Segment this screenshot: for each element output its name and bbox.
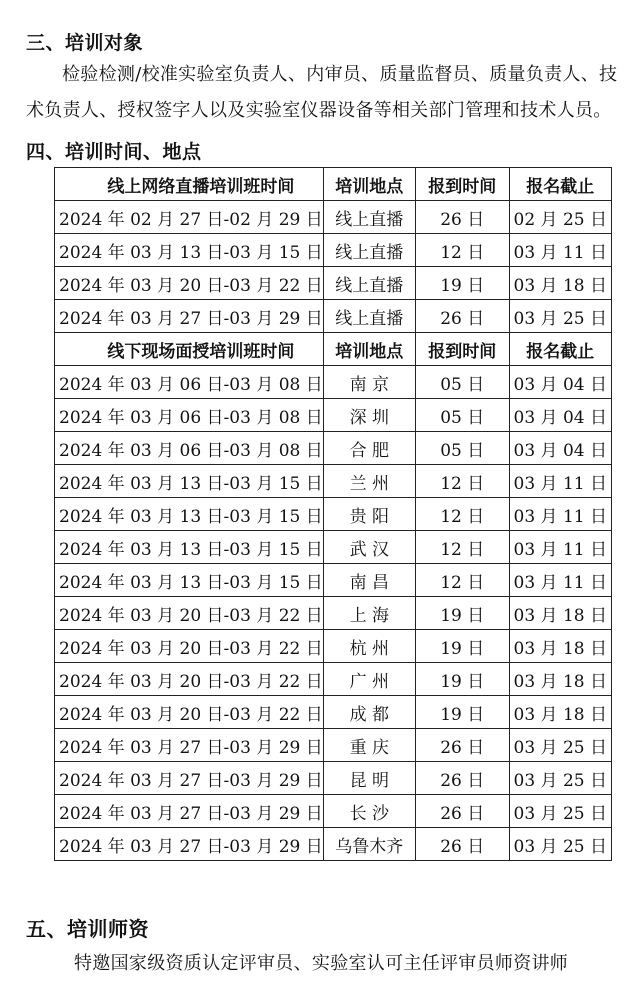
table-cell-3: 26 日	[415, 795, 509, 828]
table-cell-4: 03 月 25 日	[509, 762, 611, 795]
table-cell-3: 19 日	[415, 696, 509, 729]
table-cell-2: 昆 明	[323, 762, 415, 795]
section-3-text-line-1: 检验检测/校准实验室负责人、内审员、质量监督员、质量负责人、技	[62, 64, 618, 85]
table-cell-3: 26 日	[415, 762, 509, 795]
table-cell-3: 12 日	[415, 465, 509, 498]
table-row	[55, 795, 612, 828]
table-cell-4: 03 月 18 日	[509, 630, 611, 663]
table-cell-2: 南 昌	[323, 564, 415, 597]
table-cell-2: 上 海	[323, 597, 415, 630]
table-cell-1: 2024 年 03 月 27 日-03 月 29 日	[55, 795, 324, 828]
table-cell-4: 03 月 04 日	[509, 366, 611, 399]
table-cell-2: 杭 州	[323, 630, 415, 663]
table-cell-2: 贵 阳	[323, 498, 415, 531]
table-cell-4: 03 月 25 日	[509, 828, 611, 861]
table-row	[55, 762, 612, 795]
table-cell-3: 12 日	[415, 498, 509, 531]
section-3-heading: 三、培训对象	[26, 32, 144, 54]
table-cell-1: 2024 年 03 月 13 日-03 月 15 日	[55, 498, 324, 531]
header-cell-1: 线下现场面授培训班时间	[55, 333, 324, 366]
training-schedule-table	[54, 167, 612, 861]
table-cell-4: 03 月 18 日	[509, 267, 611, 300]
table-cell-3: 26 日	[415, 729, 509, 762]
table-cell-2: 成 都	[323, 696, 415, 729]
table-row	[55, 564, 612, 597]
table-cell-3: 05 日	[415, 366, 509, 399]
table-cell-1: 2024 年 03 月 06 日-03 月 08 日	[55, 366, 324, 399]
table-cell-1: 2024 年 03 月 20 日-03 月 22 日	[55, 630, 324, 663]
table-cell-4: 03 月 11 日	[509, 465, 611, 498]
table-cell-1: 2024 年 03 月 13 日-03 月 15 日	[55, 564, 324, 597]
table-row	[55, 465, 612, 498]
table-row	[55, 201, 612, 234]
table-cell-3: 19 日	[415, 630, 509, 663]
header-cell-3: 报到时间	[415, 333, 509, 366]
table-cell-3: 12 日	[415, 564, 509, 597]
table-cell-1: 2024 年 03 月 13 日-03 月 15 日	[55, 234, 324, 267]
table-cell-4: 03 月 18 日	[509, 696, 611, 729]
table-cell-3: 26 日	[415, 300, 509, 333]
table-cell-1: 2024 年 03 月 13 日-03 月 15 日	[55, 465, 324, 498]
table-row	[55, 300, 612, 333]
table-row	[55, 399, 612, 432]
table-cell-2: 线上直播	[323, 267, 415, 300]
table-cell-3: 19 日	[415, 267, 509, 300]
table-cell-3: 26 日	[415, 201, 509, 234]
table-cell-3: 19 日	[415, 597, 509, 630]
table-cell-4: 02 月 25 日	[509, 201, 611, 234]
table-cell-2: 乌鲁木齐	[323, 828, 415, 861]
table-cell-2: 线上直播	[323, 201, 415, 234]
table-cell-2: 重 庆	[323, 729, 415, 762]
table-cell-4: 03 月 18 日	[509, 663, 611, 696]
table-row	[55, 597, 612, 630]
table-row	[55, 234, 612, 267]
table-cell-4: 03 月 25 日	[509, 729, 611, 762]
table-cell-4: 03 月 11 日	[509, 234, 611, 267]
table-row	[55, 498, 612, 531]
table-cell-1: 2024 年 03 月 27 日-03 月 29 日	[55, 729, 324, 762]
table-cell-3: 05 日	[415, 432, 509, 465]
table-cell-3: 26 日	[415, 828, 509, 861]
table-cell-4: 03 月 11 日	[509, 564, 611, 597]
table-cell-1: 2024 年 02 月 27 日-02 月 29 日	[55, 201, 324, 234]
section-5-heading: 五、培训师资	[26, 917, 149, 941]
table-row	[55, 663, 612, 696]
table-cell-4: 03 月 25 日	[509, 300, 611, 333]
table-cell-2: 兰 州	[323, 465, 415, 498]
table-cell-1: 2024 年 03 月 06 日-03 月 08 日	[55, 432, 324, 465]
table-cell-4: 03 月 11 日	[509, 498, 611, 531]
table-cell-2: 武 汉	[323, 531, 415, 564]
table-row	[55, 696, 612, 729]
header-cell-2: 培训地点	[323, 168, 415, 201]
table-cell-4: 03 月 04 日	[509, 399, 611, 432]
table-row	[55, 828, 612, 861]
table-cell-2: 线上直播	[323, 234, 415, 267]
table-row	[55, 267, 612, 300]
table-row	[55, 630, 612, 663]
table-row	[55, 531, 612, 564]
header-cell-1: 线上网络直播培训班时间	[55, 168, 324, 201]
table-cell-4: 03 月 25 日	[509, 795, 611, 828]
section-4-heading: 四、培训时间、地点	[26, 141, 202, 163]
online-header-row	[55, 168, 612, 201]
table-cell-4: 03 月 18 日	[509, 597, 611, 630]
table-cell-3: 19 日	[415, 663, 509, 696]
table-cell-1: 2024 年 03 月 06 日-03 月 08 日	[55, 399, 324, 432]
table-row	[55, 432, 612, 465]
header-cell-3: 报到时间	[415, 168, 509, 201]
table-cell-3: 05 日	[415, 399, 509, 432]
section-5-text-line-1: 特邀国家级资质认定评审员、实验室认可主任评审员师资讲师	[74, 953, 569, 974]
table-cell-1: 2024 年 03 月 20 日-03 月 22 日	[55, 696, 324, 729]
table-cell-1: 2024 年 03 月 20 日-03 月 22 日	[55, 663, 324, 696]
table-cell-1: 2024 年 03 月 13 日-03 月 15 日	[55, 531, 324, 564]
table-cell-3: 12 日	[415, 234, 509, 267]
schedule-table-body	[55, 168, 612, 861]
header-cell-2: 培训地点	[323, 333, 415, 366]
table-cell-1: 2024 年 03 月 27 日-03 月 29 日	[55, 828, 324, 861]
offline-header-row	[55, 333, 612, 366]
header-cell-4: 报名截止	[509, 168, 611, 201]
section-3-text-line-2: 术负责人、授权签字人以及实验室仪器设备等相关部门管理和技术人员。	[26, 100, 612, 121]
table-cell-1: 2024 年 03 月 20 日-03 月 22 日	[55, 267, 324, 300]
table-cell-2: 长 沙	[323, 795, 415, 828]
table-cell-2: 南 京	[323, 366, 415, 399]
table-cell-1: 2024 年 03 月 27 日-03 月 29 日	[55, 300, 324, 333]
table-row	[55, 729, 612, 762]
table-cell-2: 深 圳	[323, 399, 415, 432]
table-cell-4: 03 月 11 日	[509, 531, 611, 564]
table-cell-1: 2024 年 03 月 27 日-03 月 29 日	[55, 762, 324, 795]
table-cell-3: 12 日	[415, 531, 509, 564]
table-cell-2: 广 州	[323, 663, 415, 696]
table-cell-2: 合 肥	[323, 432, 415, 465]
table-cell-4: 03 月 04 日	[509, 432, 611, 465]
table-cell-1: 2024 年 03 月 20 日-03 月 22 日	[55, 597, 324, 630]
header-cell-4: 报名截止	[509, 333, 611, 366]
table-cell-2: 线上直播	[323, 300, 415, 333]
table-row	[55, 366, 612, 399]
